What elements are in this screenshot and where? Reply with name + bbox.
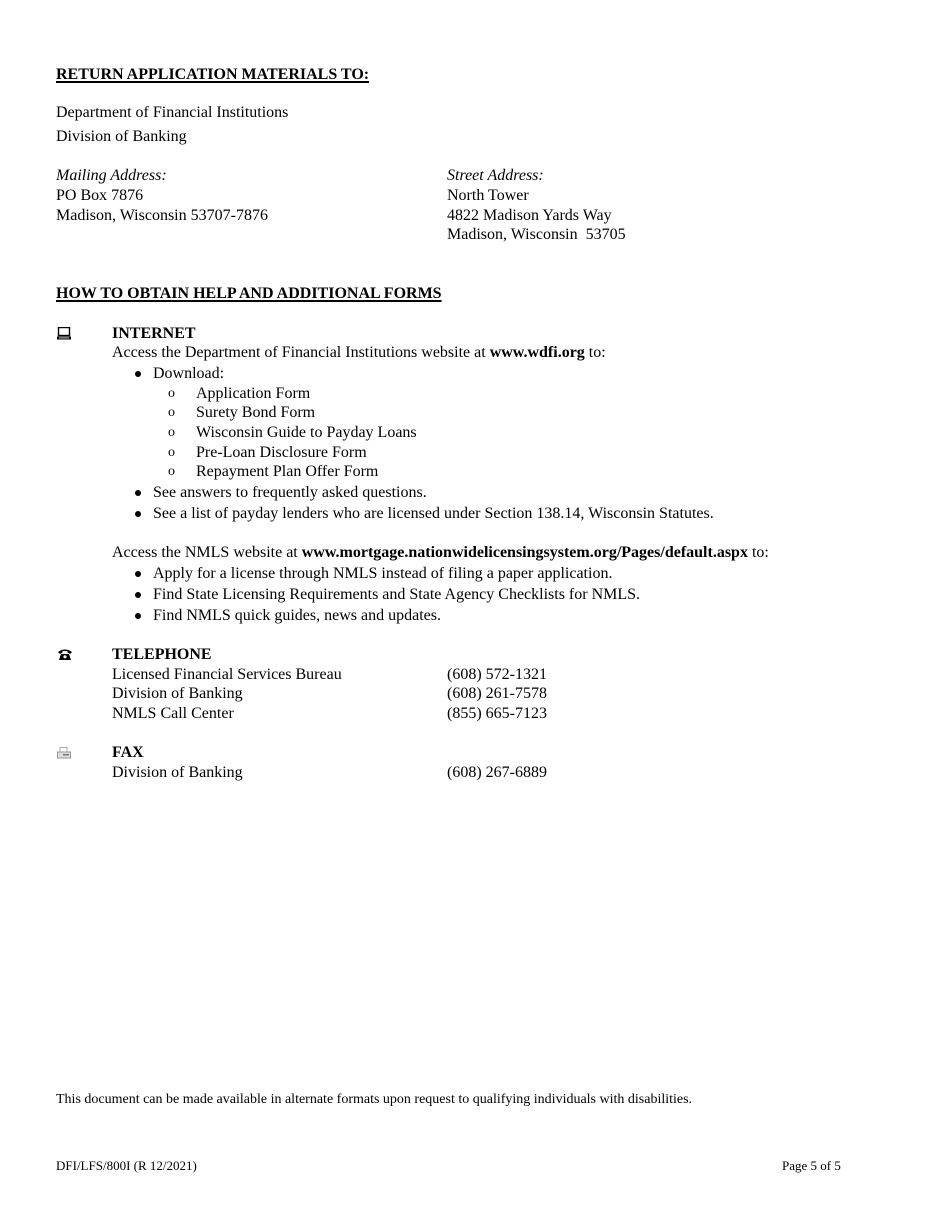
- phone-entry-name: NMLS Call Center: [112, 705, 234, 722]
- phone-entry-number: (608) 261-7578: [447, 685, 547, 702]
- bullet-icon: [135, 592, 141, 598]
- computer-icon: [57, 326, 71, 346]
- download-item: Repayment Plan Offer Form: [196, 463, 379, 480]
- bullet-icon: [135, 371, 141, 377]
- download-label: Download:: [153, 365, 225, 382]
- circle-bullet-icon: o: [168, 405, 175, 420]
- street-address-line: North Tower: [447, 187, 529, 204]
- nmls-list-item: Find NMLS quick guides, news and updates.: [153, 607, 441, 624]
- circle-bullet-icon: o: [168, 386, 175, 401]
- dfi-website-link[interactable]: www.wdfi.org: [489, 344, 585, 361]
- nmls-website-intro: [112, 543, 769, 563]
- circle-bullet-icon: o: [168, 425, 175, 440]
- phone-entry-name: Division of Banking: [112, 685, 243, 702]
- circle-bullet-icon: o: [168, 464, 175, 479]
- phone-entry-number: (855) 665-7123: [447, 705, 547, 722]
- nmls-intro-text: Access the NMLS website at: [112, 544, 302, 561]
- bullet-icon: [135, 613, 141, 619]
- dfi-list-item: See answers to frequently asked questions.: [153, 484, 427, 501]
- help-heading: HOW TO OBTAIN HELP AND ADDITIONAL FORMS: [56, 285, 442, 302]
- org-name: Department of Financial Institutions: [56, 104, 289, 121]
- mailing-address-line: Madison, Wisconsin 53707-7876: [56, 207, 268, 224]
- dfi-website-intro: [112, 343, 606, 363]
- download-item: Pre-Loan Disclosure Form: [196, 444, 367, 461]
- mailing-address-line: PO Box 7876: [56, 187, 144, 204]
- page-number: Page 5 of 5: [782, 1158, 841, 1173]
- phone-entry-name: Licensed Financial Services Bureau: [112, 666, 342, 683]
- bullet-icon: [135, 490, 141, 496]
- mailing-address-label: Mailing Address:: [56, 167, 167, 184]
- internet-title: INTERNET: [112, 325, 196, 342]
- org-division: Division of Banking: [56, 128, 187, 145]
- circle-bullet-icon: o: [168, 445, 175, 460]
- dfi-intro-suffix: to:: [584, 344, 606, 361]
- download-item: Application Form: [196, 385, 311, 402]
- telephone-title: TELEPHONE: [112, 646, 212, 663]
- bullet-icon: [135, 511, 141, 517]
- download-item: Wisconsin Guide to Payday Loans: [196, 424, 417, 441]
- nmls-intro-suffix: to:: [747, 544, 769, 561]
- street-address-line: Madison, Wisconsin 53705: [447, 226, 626, 243]
- nmls-list-item: Apply for a license through NMLS instead of filing a paper application.: [153, 565, 613, 582]
- dfi-intro-text: Access the Department of Financial Institutions website at: [112, 344, 490, 361]
- fax-title: FAX: [112, 744, 144, 761]
- return-heading: RETURN APPLICATION MATERIALS TO:: [56, 66, 370, 83]
- telephone-icon: [57, 647, 73, 667]
- download-item: Surety Bond Form: [196, 404, 316, 421]
- bullet-icon: [135, 571, 141, 577]
- phone-entry-number: (608) 572-1321: [447, 666, 547, 683]
- street-address-line: 4822 Madison Yards Way: [447, 207, 612, 224]
- fax-entry-number: (608) 267-6889: [447, 764, 547, 781]
- street-address-label: Street Address:: [447, 167, 544, 184]
- fax-icon: [57, 745, 71, 765]
- accessibility-note: This document can be made available in alternate formats upon request to qualifying individuals with disabilities.: [56, 1092, 693, 1107]
- form-id: DFI/LFS/800I (R 12/2021): [56, 1158, 197, 1173]
- nmls-list-item: Find State Licensing Requirements and State Agency Checklists for NMLS.: [153, 586, 641, 603]
- fax-entry-name: Division of Banking: [112, 764, 243, 781]
- nmls-website-link[interactable]: www.mortgage.nationwidelicensingsystem.org/Pages/default.aspx: [301, 544, 748, 561]
- dfi-list-item: See a list of payday lenders who are licensed under Section 138.14, Wisconsin Statutes.: [153, 505, 714, 522]
